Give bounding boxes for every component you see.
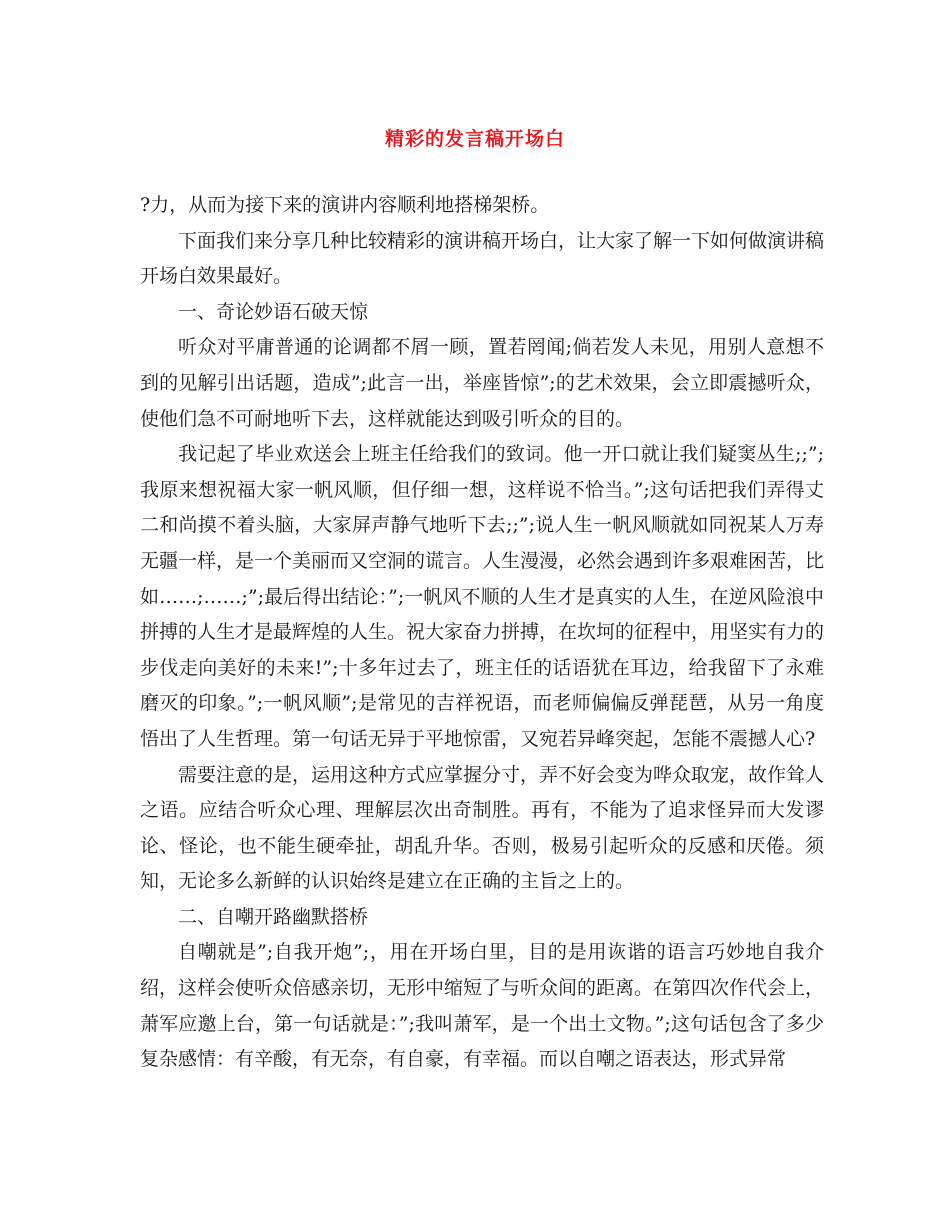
paragraph: 下面我们来分享几种比较精彩的演讲稿开场白，让大家了解一下如何做演讲稿开场白效果最好。	[140, 229, 825, 288]
paragraph: ?力，从而为接下来的演讲内容顺利地搭梯架桥。	[140, 194, 550, 216]
document-body	[140, 188, 824, 1078]
paragraph: 自嘲就是”;自我开炮”;，用在开场白里，目的是用诙谐的语言巧妙地自我介绍，这样会使听众倍感亲切，无形中缩短了与听众间的距离。在第四次作代会上，萧军应邀上台，第一句话就是：”;我叫萧军，是一个出土文物。”;这句话包含了多少复杂感情：有辛酸，有无奈，有自豪，有幸福。而以自嘲之语表达，形式异常	[140, 941, 825, 1071]
document-title: 精彩的发言稿开场白	[384, 128, 565, 150]
paragraph: 听众对平庸普通的论调都不屑一顾，置若罔闻;倘若发人未见，用别人意想不到的见解引出话题，造成”;此言一出，举座皆惊”;的艺术效果，会立即震撼听众，使他们急不可耐地听下去，这样就能达到吸引听众的目的。	[140, 336, 824, 430]
section-heading: 二、自嘲开路幽默搭桥	[178, 905, 369, 928]
paragraph: 需要注意的是，运用这种方式应掌握分寸，弄不好会变为哗众取宠，故作耸人之语。应结合听众心理、理解层次出奇制胜。再有，不能为了追求怪异而大发谬论、怪论，也不能生硬牵扯，胡乱升华。否则，极易引起听众的反感和厌倦。须知，无论多么新鲜的认识始终是建立在正确的主旨之上的。	[140, 763, 825, 893]
paragraph: 我记起了毕业欢送会上班主任给我们的致词。他一开口就让我们疑窦丛生;;”;我原来想祝福大家一帆风顺，但仔细一想，这样说不恰当。”;这句话把我们弄得丈二和尚摸不着头脑，大家屏声静气地听下去;;”;说人生一帆风顺就如同祝某人万寿无疆一样，是一个美丽而又空洞的谎言。人生漫漫，必然会遇到许多艰难困苦，比如……;……;”;最后得出结论：”;一帆风不顺的人生才是真实的人生，在逆风险浪中拼搏的人生才是最辉煌的人生。祝大家奋力拼搏，在坎坷的征程中，用坚实有力的步伐走向美好的未来!”;十多年过去了，班主任的话语犹在耳边，给我留下了永难磨灭的印象。”;一帆风顺”;是常见的吉祥祝语，而老师偏偏反弹琵琶，从另一角度悟出了人生哲理。第一句话无异于平地惊雷，又宛若异峰突起，怎能不震撼人心?	[140, 443, 825, 750]
section-heading: 一、奇论妙语石破天惊	[178, 300, 369, 323]
